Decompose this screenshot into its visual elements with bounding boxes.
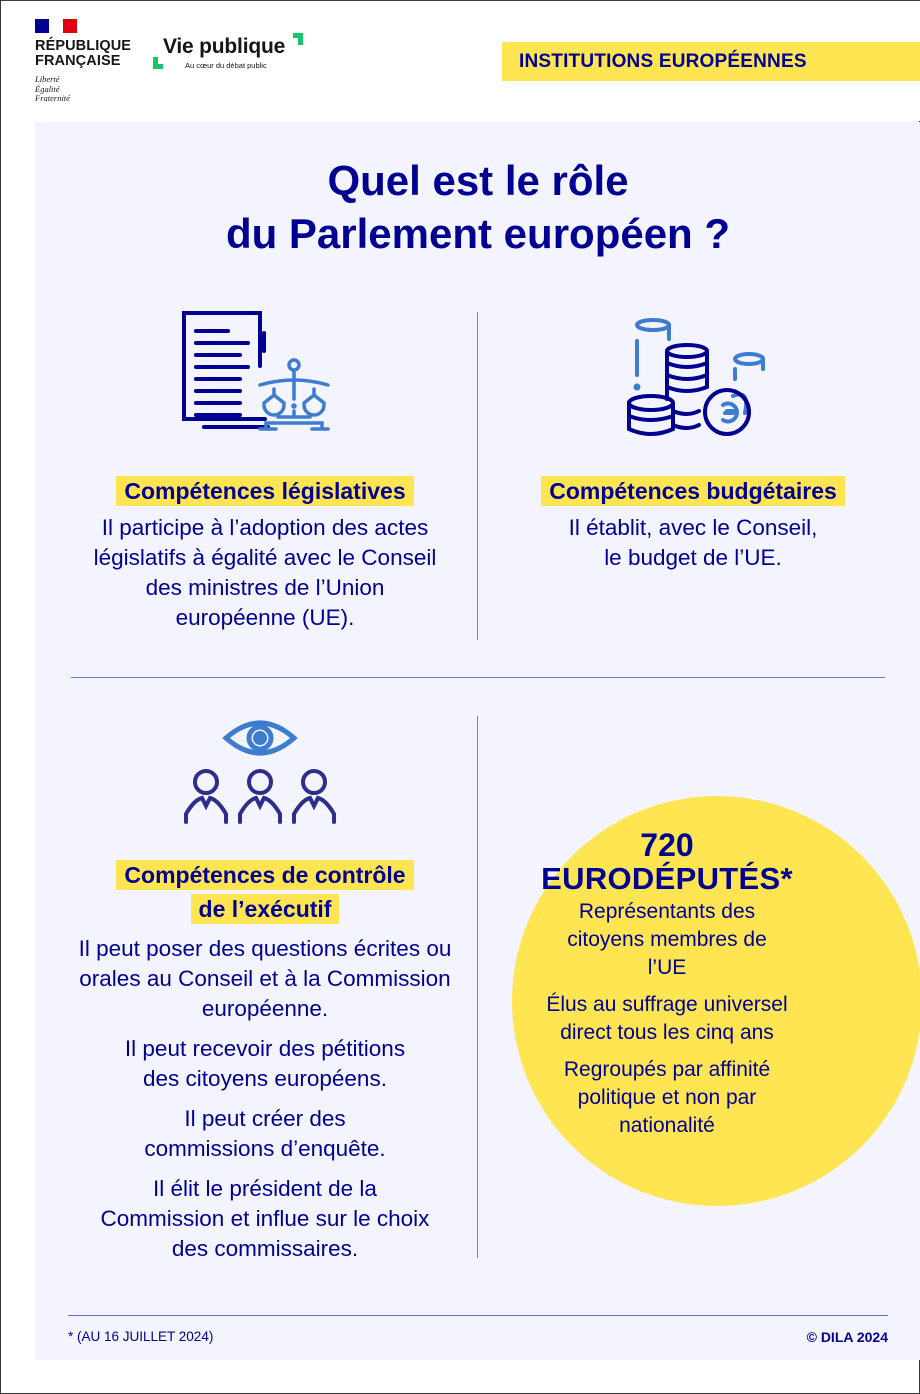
bracket-corner-icon: [293, 33, 303, 45]
footnote: * (AU 16 JUILLET 2024): [68, 1329, 214, 1344]
vie-publique-logo: [153, 33, 303, 73]
document-scales-icon: [180, 309, 340, 437]
mep-fact: Regroupés par affinité politique et non par nationalité: [563, 1058, 771, 1137]
section-text: Il peut recevoir des pétitions des citoyens européens.: [124, 1036, 406, 1091]
section-control: [69, 860, 461, 1264]
mep-highlight: [507, 828, 827, 1140]
section-text: Il peut créer des commissions d’enquête.: [144, 1106, 386, 1161]
section-heading: de l’exécutif: [191, 894, 340, 924]
mep-facts: [507, 898, 827, 1140]
column-divider: [477, 716, 478, 1258]
bracket-corner-icon: [153, 57, 163, 69]
footer-divider: [68, 1315, 888, 1316]
category-banner: INSTITUTIONS EUROPÉENNES: [502, 42, 920, 81]
eye-people-icon: [180, 712, 340, 827]
section-text: Il établit, avec le Conseil, le budget de l’UE.: [568, 515, 818, 570]
section-budget: [497, 476, 889, 573]
section-heading: Compétences budgétaires: [541, 476, 845, 506]
republique-motto: Liberté Égalité Fraternité: [35, 74, 70, 103]
copyright: © DILA 2024: [806, 1329, 888, 1345]
french-flag-icon: [35, 19, 77, 33]
infographic-panel: [35, 122, 920, 1360]
section-heading: Compétences de contrôle: [116, 860, 413, 890]
mep-count: 720: [640, 827, 694, 863]
section-text: Il peut poser des questions écrites ou orales au Conseil et à la Commission européenne.: [78, 936, 452, 1021]
section-heading: Compétences législatives: [116, 476, 413, 506]
section-text: Il élit le président de la Commission et influe sur le choix des commissaires.: [100, 1176, 430, 1261]
mep-fact: Élus au suffrage universel direct tous les cinq ans: [546, 993, 788, 1044]
page-title: Quel est le rôle du Parlement européen ?: [225, 157, 731, 257]
republique-francaise-logo: [35, 19, 131, 104]
column-divider: [477, 312, 478, 640]
coins-euro-icon: [625, 309, 765, 439]
vie-publique-tagline: Au cœur du débat public: [185, 61, 267, 70]
row-divider: [71, 677, 885, 678]
mep-fact: Représentants des citoyens membres de l’UE: [567, 900, 767, 979]
section-legislative: [69, 476, 461, 633]
header: [1, 1, 920, 121]
section-text-list: [69, 934, 461, 1264]
mep-label: EURODÉPUTÉS*: [541, 861, 793, 896]
vie-publique-title: Vie publique: [163, 35, 286, 58]
section-text: Il participe à l’adoption des actes législatifs à égalité avec le Conseil des ministres de l’Union européenne (UE).: [93, 515, 437, 630]
republique-francaise-name: RÉPUBLIQUE FRANÇAISE: [35, 38, 132, 69]
